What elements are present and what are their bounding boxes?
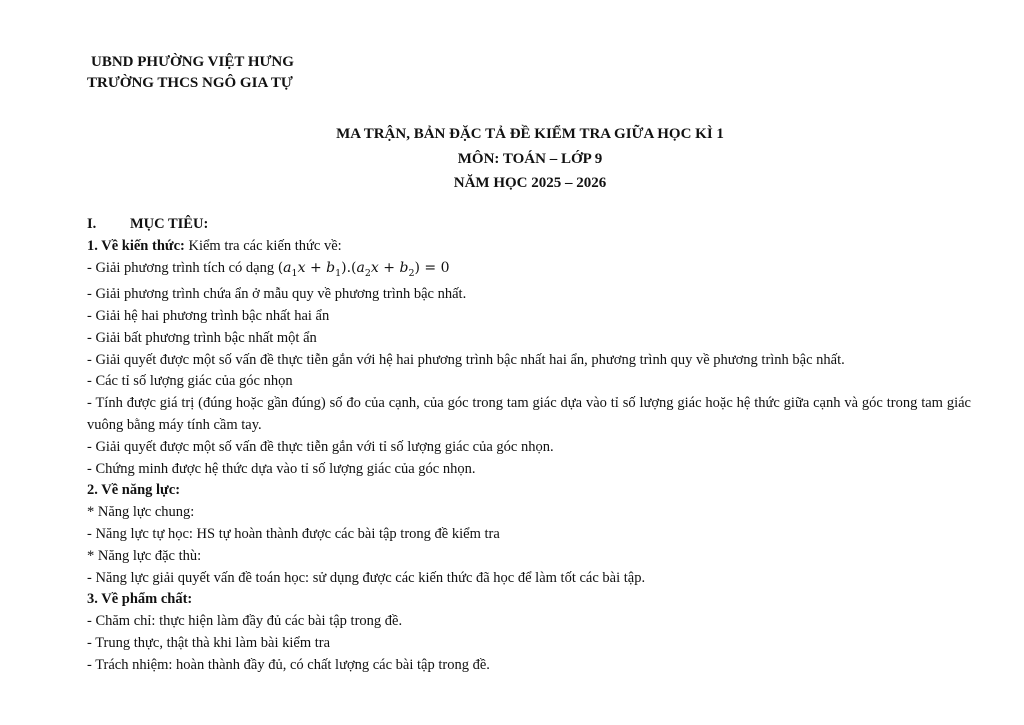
- knowledge-item: - Giải bất phương trình bậc nhất một ẩn: [87, 329, 317, 346]
- district-name: UBND PHƯỜNG VIỆT HƯNG: [91, 54, 294, 70]
- quality-item: - Trách nhiệm: hoàn thành đầy đủ, có chất lượng các bài tập trong đề.: [87, 656, 490, 673]
- knowledge-item: - Giải hệ hai phương trình bậc nhất hai ẩn: [87, 307, 330, 324]
- knowledge-heading: 1. Về kiến thức:: [87, 237, 185, 254]
- title-line-3: NĂM HỌC 2025 – 2026: [453, 175, 607, 191]
- knowledge-item: - Tính được giá trị (đúng hoặc gần đúng) số đo của cạnh, của góc trong tam giác dựa vào tỉ số lượng giác hoặc hệ thức giữa cạnh và góc trong tam giác vuông bằng máy tính cầm tay.: [87, 395, 971, 433]
- knowledge-item: - Giải quyết được một số vấn đề thực tiễn gắn với tỉ số lượng giác của góc nhọn.: [87, 438, 554, 455]
- knowledge-item: - Giải quyết được một số vấn đề thực tiễn gắn với hệ hai phương trình bậc nhất hai ẩn, phương trình quy về phương trình bậc nhất.: [87, 351, 845, 368]
- school-name: TRƯỜNG THCS NGÔ GIA TỰ: [87, 75, 293, 91]
- knowledge-intro-line: [87, 236, 971, 258]
- quality-item: - Chăm chỉ: thực hiện làm đầy đủ các bài tập trong đề.: [87, 613, 403, 630]
- equation-prefix: - Giải phương trình tích có dạng: [87, 259, 278, 276]
- document-body: [87, 214, 971, 677]
- section-title: MỤC TIÊU:: [130, 216, 209, 232]
- product-equation: $(a_1x + b_1).(a_2x + b_2) = 0$: [277, 259, 450, 279]
- knowledge-item: - Các tỉ số lượng giác của góc nhọn: [87, 373, 293, 390]
- section-number: I.: [87, 216, 97, 232]
- knowledge-item: - Chứng minh được hệ thức dựa vào tỉ số lượng giác của góc nhọn.: [87, 460, 476, 477]
- equation-line: [87, 258, 971, 285]
- competence-item: * Năng lực chung:: [87, 504, 195, 521]
- competence-item: - Năng lực giải quyết vấn đề toán học: sử dụng được các kiến thức đã học để làm tốt các bài tập.: [87, 569, 646, 586]
- competence-item: - Năng lực tự học: HS tự hoàn thành được các bài tập trong đề kiểm tra: [87, 525, 500, 542]
- quality-item: - Trung thực, thật thà khi làm bài kiểm tra: [87, 634, 331, 651]
- qualities-heading: 3. Về phẩm chất:: [87, 591, 193, 608]
- section-heading-objectives: [87, 214, 971, 236]
- title-line-1: MA TRẬN, BẢN ĐẶC TẢ ĐỀ KIỂM TRA GIỮA HỌC KÌ 1: [336, 126, 724, 142]
- competence-item: * Năng lực đặc thù:: [87, 547, 202, 564]
- knowledge-intro: Kiểm tra các kiến thức về:: [184, 237, 342, 254]
- school-header: [87, 52, 294, 94]
- knowledge-item: - Giải phương trình chứa ẩn ở mẫu quy về phương trình bậc nhất.: [87, 286, 467, 303]
- competence-heading: 2. Về năng lực:: [87, 482, 181, 499]
- title-line-2: MÔN: TOÁN – LỚP 9: [457, 150, 603, 167]
- document-title: [0, 122, 1024, 196]
